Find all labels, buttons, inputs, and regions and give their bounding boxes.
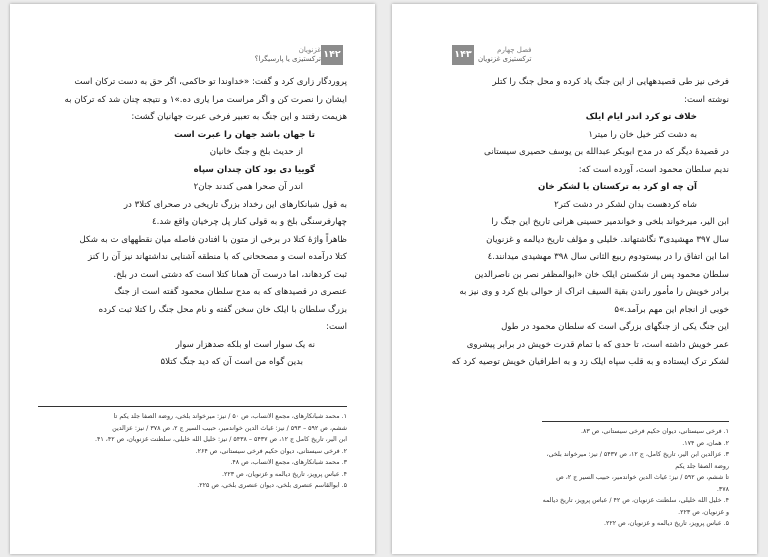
page-number: ۱۴۲ — [321, 45, 343, 65]
text-line: عمر خویش داشته است، تا حدی که با تمام قدرت خویش در برابر پیشروی — [466, 339, 729, 350]
verse-line: نه یک سوار است او بلکه صدهزار سوار — [175, 339, 315, 350]
page-header — [452, 44, 532, 66]
text-line: کتلا درآمده است و مصححانی که با منطقه آشنایی نداشتهاند نیز آن را کنز — [87, 252, 347, 262]
text-line: فرخی نیز طی قصیدههایی از این جنگ یاد کرده و محل جنگ را کتلر — [492, 77, 729, 87]
text-line: پروردگار زاری کرد و گفت: «خداوندا تو حاکمی، اگر حق به دست ترکان است — [74, 77, 347, 87]
text-line: هزیمت رفتند و این جنگ به تعبیر فرخی عبرت جهانیان گشت: — [131, 112, 347, 122]
footnote: ابن الیر، تاریخ کامل ج ١٢، ص ۵۴٣٧ – ۵۴٣٨ / نیز: خلیل الله خلیلی، سلطنت غزنویان، ص ۴٢، ۴١. — [95, 436, 347, 443]
footnote: ۵. عباس پرویز، تاریخ دیالمه و غزنویان، ص ٢٢٢. — [603, 520, 729, 527]
footnote: ۴. خلیل الله خلیلی، سلطنت غزنویان، ص ۴٢ / عباس پرویز، تاریخ دیالمه و غزنویان، ص ٢٢٣. — [542, 497, 729, 516]
footnote: ٣. عزالدین ابن الیر، تاریخ کامل، ج ١٢، ص ۵۴٣٧ / نیز: میرخواند بلخی، روضة الصفا جلد یکم — [546, 451, 729, 470]
text-line: ندیم سلطان محمود است، آورده است که: — [578, 164, 729, 175]
body-text — [38, 74, 347, 372]
text-line: ابن الیر، میرخواند بلخی و خواندمیر حسینی هرانی تاریخ این جنگ را — [491, 217, 729, 227]
verse-line: اندر آن صحرا همی کندند جان٢ — [193, 182, 303, 192]
footnotes — [38, 406, 347, 492]
text-line: خوبی از انجام این مهم برآمد.»۵ — [614, 304, 729, 315]
footnote: ٢. همان، ص ١٧۴. — [682, 439, 729, 447]
page-number: ۱۴۳ — [452, 45, 474, 65]
text-line: ثبت کردهاند، اما درست آن همانا کتلا است که دشتی است در بلخ. — [113, 269, 347, 280]
page-header — [255, 44, 347, 66]
text-line: لشکر ترک ایستاده و به قلب سپاه ایلک زد و به اطرافیان خویش توصیه کرد که — [451, 357, 729, 367]
text-line: سلطان محمود پس از شکستن ایلک خان «ابوالمظفر نصر بن ناصرالدین — [474, 269, 729, 280]
text-line: عنصری در قصیدهای که به مدح سلطان محمود گفته است از جنگ — [114, 287, 347, 297]
text-line: این جنگ یکی از جنگهای بزرگی است که سلطان محمود در طول — [501, 322, 729, 332]
verse-line: به دشت کتر خیل خان را میتر١ — [588, 129, 697, 140]
footnote: ۵. ابوالقاسم عنصری بلخی، دیوان عنصری بلخی، ص ٢٢۵. — [197, 482, 347, 489]
left-page — [10, 4, 375, 554]
footnote: تا ششم، ص ۵٩٢ / نیز: غیاث الدین خواندمیر، حبیب السیر ج ٢، ص ٣٧٨. — [556, 474, 729, 493]
text-line: است: — [326, 322, 347, 332]
text-line: سال ٣٩٧ مهشیدی٣ نگاشتهاند. خلیلی و مؤلف تاریخ دیالمه و غزنویان — [486, 234, 729, 245]
text-line: نوشته است: — [684, 94, 729, 105]
verse-line: از حدیث بلخ و جنگ خانیان — [209, 147, 303, 157]
text-line: ایشان را نصرت کن و اگر مراست مرا یاری ده.»١ و نتیجه چنان شد که ترکان به — [64, 94, 347, 105]
footnote: ٣. محمد شبانکارهای، مجمع الانساب، ص ۴٨. — [230, 459, 347, 466]
running-header: فصل چهارم ترکستیزی غزنویان — [478, 46, 532, 63]
verse-line: شاه کردهست بدان لشکر در دشت کتر٢ — [554, 199, 697, 210]
footnote: ۴. عباس پرویز، تاریخ دیالمه و غزنویان، ص ٢٢٣. — [221, 470, 347, 478]
footnotes — [542, 421, 729, 530]
verse-line: تا جهان باشد جهان را عبرت است — [174, 129, 315, 140]
running-header: غزنویان ترکستیزی یا پارسیگرا؟ — [254, 46, 321, 63]
verse-line: بدین گواه من است آن که دید جنگ کتلا۵ — [160, 357, 303, 367]
text-line: در قصیدۀ دیگر که در مدح ابوبکر عبدالله بن یوسف حصیری سیستانی — [484, 147, 729, 157]
text-line: برادر خویش را مأمور راندن بقیة السیف اتراک از حوالی بلخ کرد و وی نیز به — [459, 287, 729, 297]
verse-line: خلاف تو کرد اندر ایام ایلک — [585, 112, 697, 122]
text-line: به قول شبانکارهای این رخداد بزرگ تاریخی در صحرای کتلا٣ در — [123, 199, 347, 210]
text-line: بزرگ سلطان با ایلک خان سخن گفته و نام محل جنگ را کتلا ثبت کرده — [98, 304, 347, 315]
text-line: ظاهراً واژۀ کتلا در برخی از متون با افتادن فاصله میان نقطههای ت به شکل — [79, 234, 347, 245]
footnote: ششم، ص ۵٩٢ – ۵٩٣ / نیز: غیاث الدین خواندمیر، حبیب السیر ج ٢، ص ٣٧٨ / نیز: عزالدین — [112, 424, 347, 432]
text-line: چهارفرسنگی بلخ و به قولی کنار پل چرخیان واقع شد.٤ — [152, 217, 347, 227]
text-line: اما این اتفاق را در بیستودوم ربیع الثانی سال ٣٩٨ مهشیدی میدانند.٤ — [487, 252, 729, 262]
body-text — [420, 74, 729, 372]
footnote: ١. محمد شبانکارهای، مجمع الانساب، ص ۵٠ / نیز: میرخواند بلخی، روضة الصفا جلد یکم تا — [113, 413, 347, 420]
verse-line: گوییا دی بود کان چندان سپاه — [193, 164, 315, 175]
footnote: ٢. فرخی سیستانی، دیوان حکیم فرخی سیستانی، ص ٢۶۴. — [195, 447, 347, 455]
verse-line: آن چه او کرد به ترکستان با لشکر خان — [537, 182, 697, 192]
footnote: ١. فرخی سیستانی، دیوان حکیم فرخی سیستانی، ص ٨٣. — [581, 428, 729, 435]
right-page — [392, 4, 757, 554]
